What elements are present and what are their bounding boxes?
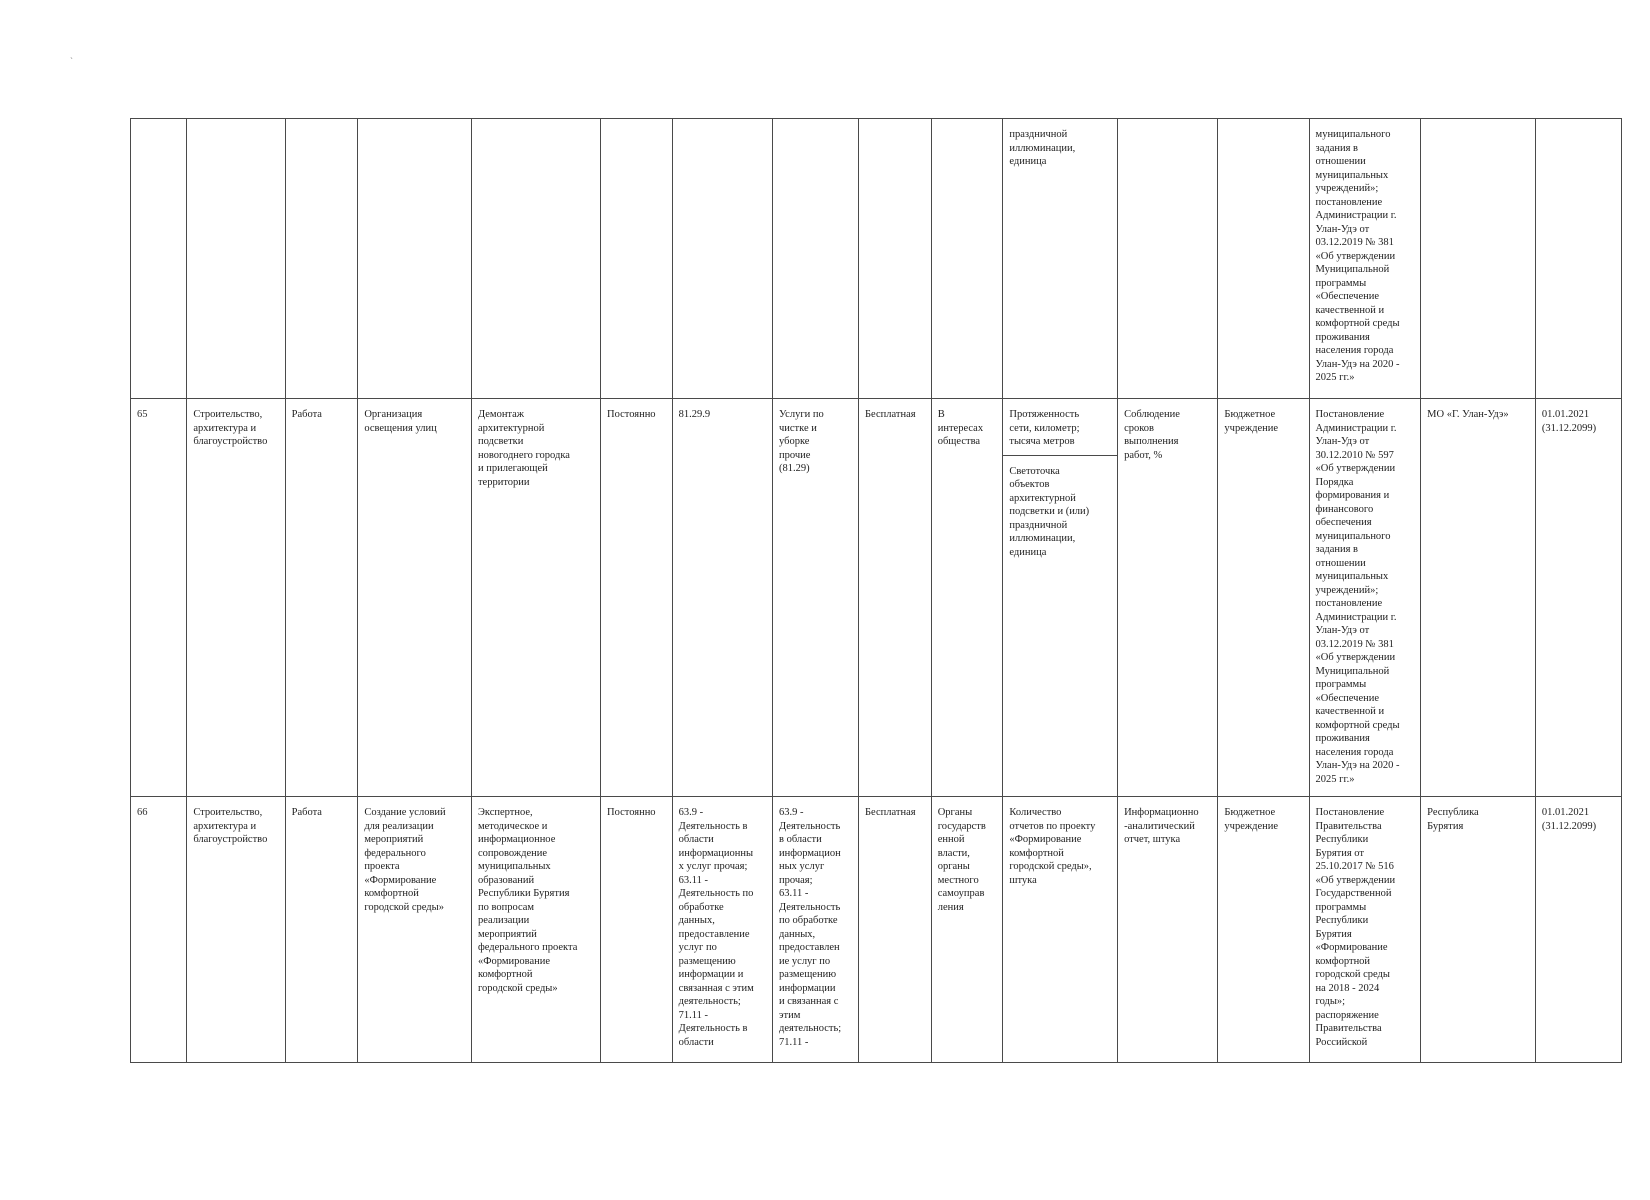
- cell-content: Экспертное, методическое и информационное сопровождение муниципальных образований Республики Бурятия по вопросам реализации мероприятий федерального проекта «Формирование комфортной городской среды»: [471, 797, 600, 1063]
- cell-name: [358, 119, 472, 399]
- cell-payment: Бесплатная: [859, 797, 932, 1063]
- cell-name: Создание условий для реализации мероприятий федерального проекта «Формирование комфортной городской среды»: [358, 797, 472, 1063]
- cell-okved: 63.9 - Деятельность в области информационны х услуг прочая; 63.11 - Деятельность по обработке данных, предоставление услуг по размещению информации и связанная с этим деятельность; 71.11 - Деятельность в области: [672, 797, 772, 1063]
- cell-volume-2: Светоточка объектов архитектурной подсветки и (или) праздничной иллюминации, единица: [1009, 465, 1090, 558]
- cell-payment: [859, 119, 932, 399]
- cell-volume-1: Протяженность сети, километр; тысяча метров: [1003, 399, 1117, 456]
- table-row: [131, 797, 1622, 1063]
- registry-table: [130, 118, 1622, 1063]
- cell-sphere: [187, 119, 285, 399]
- cell-periodicity: Постоянно: [600, 399, 672, 797]
- cell-owner: [1421, 119, 1536, 399]
- cell-okved: 81.29.9: [672, 399, 772, 797]
- cell-institution: Бюджетное учреждение: [1218, 797, 1309, 1063]
- cell-content: Демонтаж архитектурной подсветки новогоднего городка и прилегающей территории: [471, 399, 600, 797]
- cell-legal-basis: Постановление Правительства Республики Бурятия от 25.10.2017 № 516 «Об утверждении Государственной программы Республики Бурятия «Формирование комфортной городской среды на 2018 - 2024 годы»; распоряжение Правительства Российской: [1309, 797, 1421, 1063]
- cell-sphere: Строительство, архитектура и благоустройство: [187, 399, 285, 797]
- cell-periodicity: Постоянно: [600, 797, 672, 1063]
- cell-num: 65: [131, 399, 187, 797]
- cell-periodicity: [600, 119, 672, 399]
- cell-okved: [672, 119, 772, 399]
- cell-consumers: [931, 119, 1003, 399]
- cell-content: [471, 119, 600, 399]
- cell-okpd: 63.9 - Деятельность в области информацион ных услуг прочая; 63.11 - Деятельность по обработке данных, предоставлен ие услуг по размещению информации и связанная с этим деятельность; 71.11 -: [773, 797, 859, 1063]
- cell-quality: Информационно -аналитический отчет, штука: [1118, 797, 1218, 1063]
- cell-num: 66: [131, 797, 187, 1063]
- cell-institution: Бюджетное учреждение: [1218, 399, 1309, 797]
- cell-legal-basis: муниципального задания в отношении муниципальных учреждений»; постановление Администрации г. Улан-Удэ от 03.12.2019 № 381 «Об утверждении Муниципальной программы «Обеспечение качественной и комфортной среды проживания населения города Улан-Удэ на 2020 - 2025 гг.»: [1309, 119, 1421, 399]
- cell-owner: МО «Г. Улан-Удэ»: [1421, 399, 1536, 797]
- cell-name: Организация освещения улиц: [358, 399, 472, 797]
- cell-date: [1535, 119, 1621, 399]
- cell-sphere: Строительство, архитектура и благоустройство: [187, 797, 285, 1063]
- cell-volume: [1003, 399, 1118, 797]
- page-mark: `: [70, 56, 73, 66]
- cell-consumers: В интересах общества: [931, 399, 1003, 797]
- cell-volume: праздничной иллюминации, единица: [1003, 119, 1118, 399]
- cell-type: Работа: [285, 797, 358, 1063]
- table-row: [131, 119, 1622, 399]
- cell-type: Работа: [285, 399, 358, 797]
- cell-quality: Соблюдение сроков выполнения работ, %: [1118, 399, 1218, 797]
- cell-okpd: [773, 119, 859, 399]
- cell-payment: Бесплатная: [859, 399, 932, 797]
- cell-institution: [1218, 119, 1309, 399]
- cell-consumers: Органы государств енной власти, органы местного самоуправ ления: [931, 797, 1003, 1063]
- cell-volume: Количество отчетов по проекту «Формирование комфортной городской среды», штука: [1003, 797, 1118, 1063]
- cell-legal-basis: Постановление Администрации г. Улан-Удэ от 30.12.2010 № 597 «Об утверждении Порядка формирования и финансового обеспечения муниципального задания в отношении муниципальных учреждений»; постановление Администрации г. Улан-Удэ от 03.12.2019 № 381 «Об утверждении Муниципальной программы «Обеспечение качественной и комфортной среды проживания населения города Улан-Удэ на 2020 - 2025 гг.»: [1309, 399, 1421, 797]
- cell-date: 01.01.2021 (31.12.2099): [1535, 797, 1621, 1063]
- cell-type: [285, 119, 358, 399]
- cell-okpd: Услуги по чистке и уборке прочие (81.29): [773, 399, 859, 797]
- cell-num: [131, 119, 187, 399]
- cell-owner: Республика Бурятия: [1421, 797, 1536, 1063]
- cell-date: 01.01.2021 (31.12.2099): [1535, 399, 1621, 797]
- table-row: [131, 399, 1622, 797]
- cell-quality: [1118, 119, 1218, 399]
